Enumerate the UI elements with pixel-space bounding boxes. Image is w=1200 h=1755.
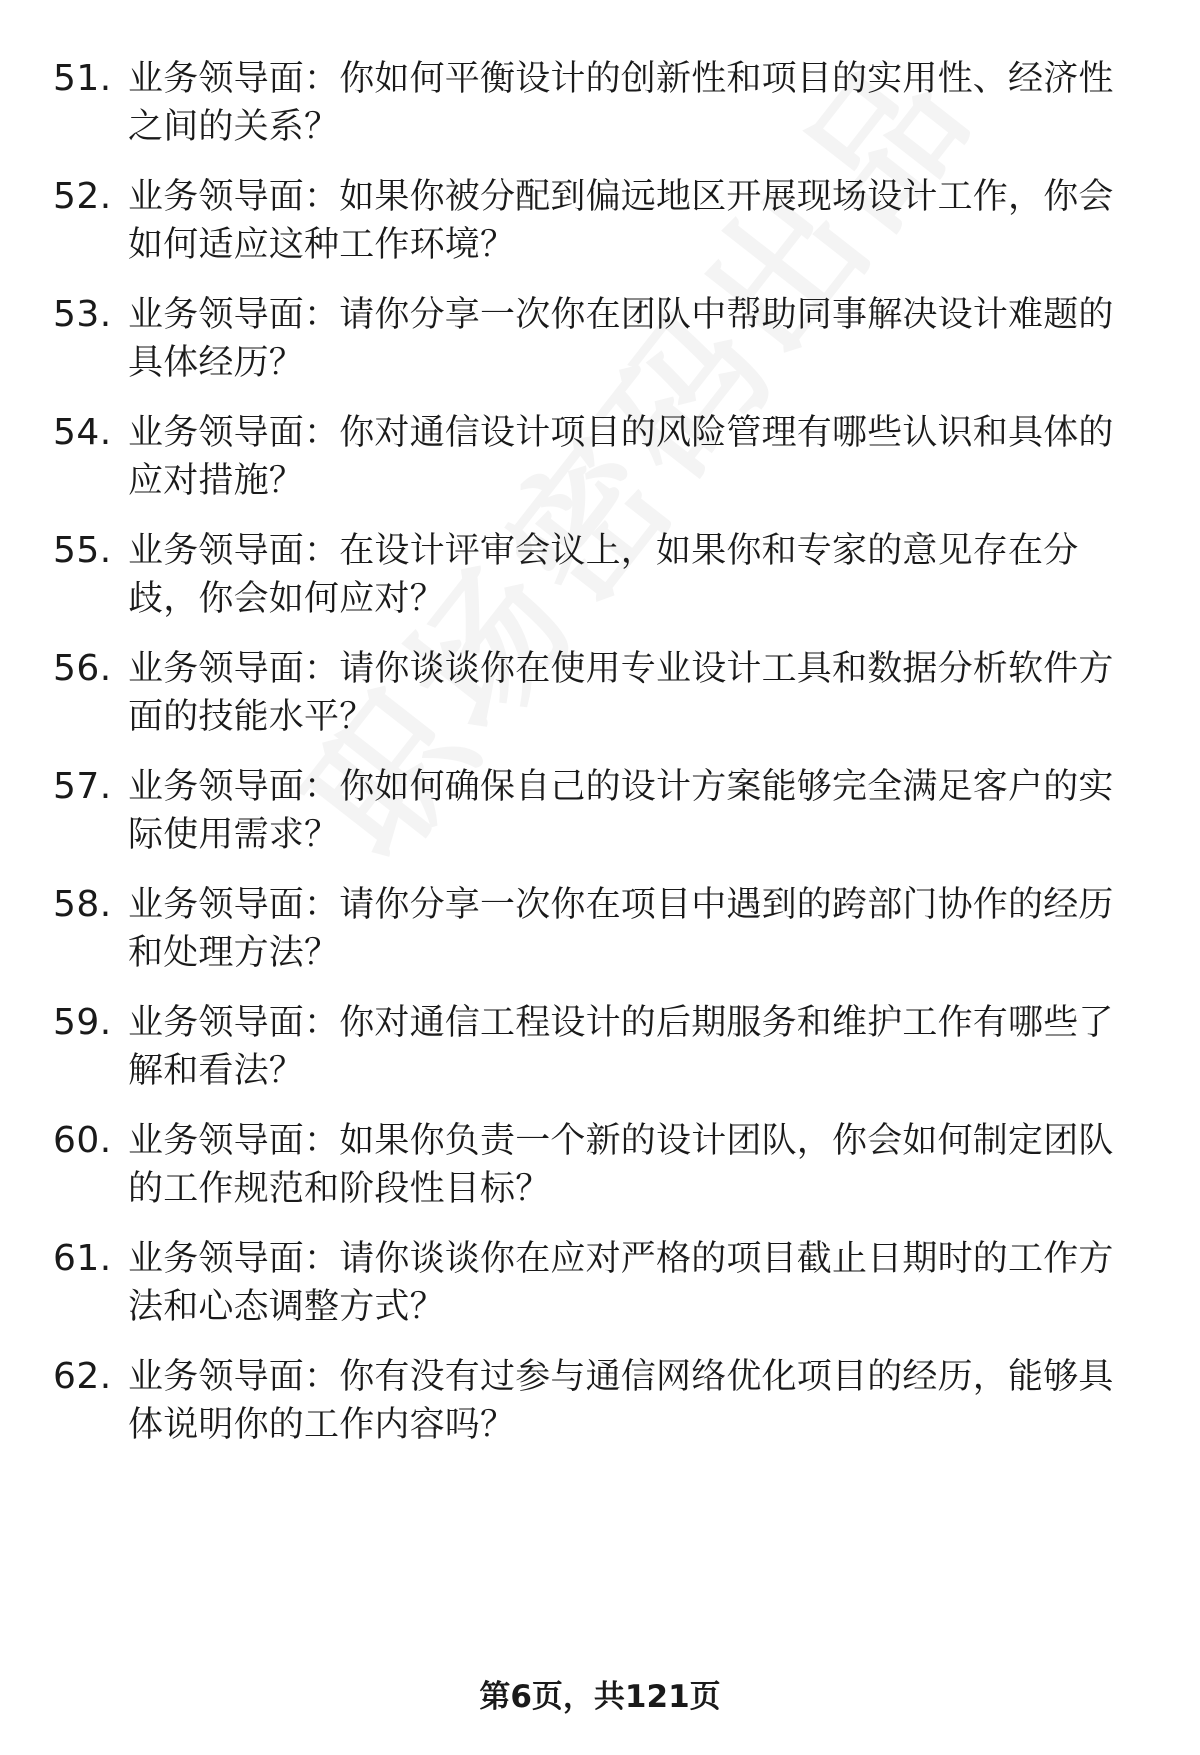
question-item (0, 1353, 1200, 1463)
question-item (0, 1117, 1200, 1227)
question-text: 业务领导面：如果你被分配到偏远地区开展现场设计工作，你会如何适应这种工作环境？ (128, 177, 1114, 265)
question-item (0, 55, 1200, 165)
question-number: 52. (53, 176, 112, 217)
question-text: 业务领导面：请你谈谈你在应对严格的项目截止日期时的工作方法和心态调整方式？ (128, 1239, 1114, 1327)
question-item (0, 645, 1200, 755)
question-text: 业务领导面：你对通信设计项目的风险管理有哪些认识和具体的应对措施？ (128, 413, 1114, 501)
question-item (0, 1235, 1200, 1345)
question-text: 业务领导面：你如何确保自己的设计方案能够完全满足客户的实际使用需求？ (128, 767, 1114, 855)
question-number: 61. (53, 1238, 112, 1279)
question-number: 62. (53, 1356, 112, 1397)
question-item (0, 881, 1200, 991)
question-number: 53. (53, 294, 112, 335)
question-item (0, 999, 1200, 1109)
question-text: 业务领导面：请你分享一次你在项目中遇到的跨部门协作的经历和处理方法？ (128, 885, 1114, 973)
page-number-footer: 第6页，共121页 (479, 1679, 721, 1715)
question-text: 业务领导面：在设计评审会议上，如果你和专家的意见存在分歧，你会如何应对？ (128, 531, 1079, 619)
question-text: 业务领导面：请你分享一次你在团队中帮助同事解决设计难题的具体经历？ (128, 295, 1114, 383)
question-number: 54. (53, 412, 112, 453)
question-number: 57. (53, 766, 112, 807)
question-text: 业务领导面：你有没有过参与通信网络优化项目的经历，能够具体说明你的工作内容吗？ (128, 1357, 1114, 1445)
question-number: 59. (53, 1002, 112, 1043)
question-item (0, 173, 1200, 283)
question-text: 业务领导面：请你谈谈你在使用专业设计工具和数据分析软件方面的技能水平？ (128, 649, 1114, 737)
question-text: 业务领导面：你如何平衡设计的创新性和项目的实用性、经济性之间的关系？ (128, 59, 1114, 147)
question-text: 业务领导面：如果你负责一个新的设计团队，你会如何制定团队的工作规范和阶段性目标？ (128, 1121, 1114, 1209)
question-item (0, 409, 1200, 519)
question-number: 60. (53, 1120, 112, 1161)
question-number: 51. (53, 58, 112, 99)
question-number: 58. (53, 884, 112, 925)
question-item (0, 763, 1200, 873)
question-number: 56. (53, 648, 112, 689)
question-number: 55. (53, 530, 112, 571)
question-item (0, 291, 1200, 401)
question-text: 业务领导面：你对通信工程设计的后期服务和维护工作有哪些了解和看法？ (128, 1003, 1114, 1091)
question-item (0, 527, 1200, 637)
